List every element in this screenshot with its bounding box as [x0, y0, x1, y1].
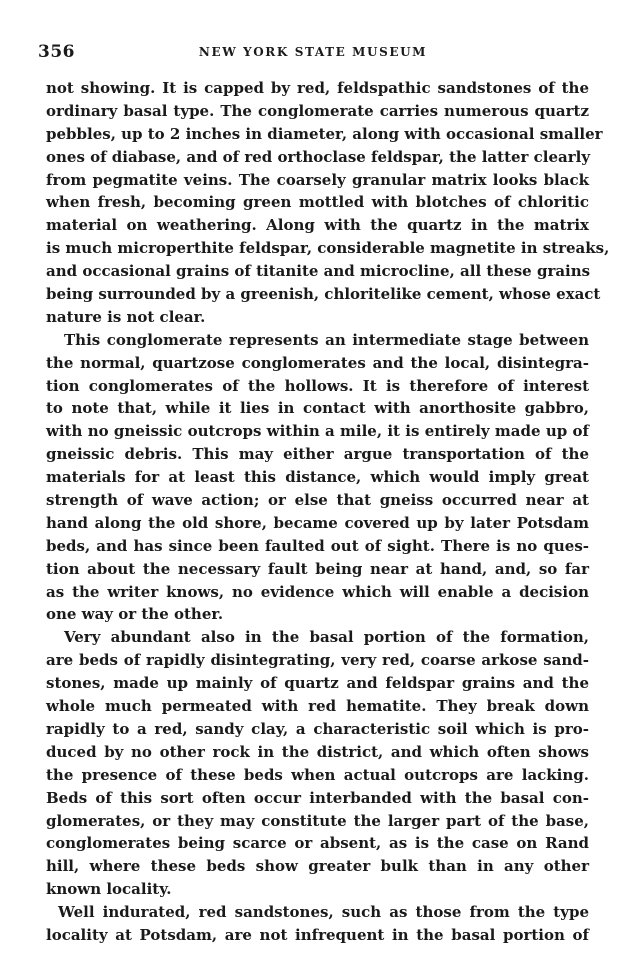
text-line: ones of diabase, and of red orthoclase feldspar, the latter clearly	[46, 147, 591, 166]
text-line: whole much permeated with red hematite. They break down	[46, 697, 589, 716]
text-line: from pegmatite veins. The coarsely granular matrix looks black	[46, 170, 589, 189]
text-line: ordinary basal type. The conglomerate carries numerous quartz	[46, 101, 589, 120]
text-line: locality at Potsdam, are not infrequent in the basal portion of	[46, 925, 589, 944]
text-line: hill, where these beds show greater bulk than in any other	[46, 857, 589, 876]
text-line: pebbles, up to 2 inches in diameter, along with occasional smaller	[46, 124, 603, 143]
text-line: materials for at least this distance, which would imply great	[46, 468, 589, 487]
text-line: strength of wave action; or else that gneiss occurred near at	[46, 491, 589, 510]
text-line: duced by no other rock in the district, and which often shows	[46, 742, 589, 761]
text-line: This conglomerate represents an intermediate stage between	[64, 330, 589, 349]
text-line: with no gneissic outcrops within a mile, it is entirely made up of	[46, 422, 589, 441]
text-line: the presence of these beds when actual outcrops are lacking.	[46, 765, 589, 784]
text-line: material on weathering. Along with the quartz in the matrix	[46, 216, 589, 235]
text-line: conglomerates being scarce or absent, as is the case on Rand	[46, 834, 589, 853]
text-line: are beds of rapidly disintegrating, very red, coarse arkose sand-	[46, 651, 589, 670]
text-line: hand along the old shore, became covered up by later Potsdam	[46, 513, 589, 532]
text-line: glomerates, or they may constitute the larger part of the base,	[46, 811, 589, 830]
paragraph	[46, 626, 589, 901]
document-body	[46, 77, 610, 947]
text-line: nature is not clear.	[46, 307, 206, 326]
running-head: NEW YORK STATE MUSEUM	[198, 45, 428, 59]
paragraph	[46, 329, 589, 627]
page-header	[38, 42, 588, 64]
text-line: rapidly to a red, sandy clay, a characteristic soil which is pro-	[46, 719, 589, 738]
text-line: tion about the necessary fault being near at hand, and, so far	[46, 559, 589, 578]
text-line: tion conglomerates of the hollows. It is therefore of interest	[46, 376, 589, 395]
text-line: and occasional grains of titanite and microcline, all these grains	[46, 262, 591, 281]
text-line: stones, made up mainly of quartz and feldspar grains and the	[46, 674, 589, 693]
page-number: 356	[38, 42, 75, 62]
text-line: beds, and has since been faulted out of sight. There is no ques-	[46, 536, 589, 555]
text-line: is much microperthite feldspar, considerable magnetite in streaks,	[46, 239, 610, 258]
text-line: Very abundant also in the basal portion of the formation,	[64, 628, 589, 647]
text-line: one way or the other.	[46, 605, 224, 624]
text-line: Well indurated, red sandstones, such as those from the type	[58, 903, 589, 922]
text-line: known locality.	[46, 880, 172, 899]
text-line: gneissic debris. This may either argue transportation of the	[46, 445, 589, 464]
text-line: the normal, quartzose conglomerates and the local, disintegra-	[46, 353, 589, 372]
text-line: when fresh, becoming green mottled with blotches of chloritic	[46, 193, 589, 212]
text-line: as the writer knows, no evidence which will enable a decision	[46, 582, 589, 601]
text-line: not showing. It is capped by red, feldspathic sandstones of the	[46, 79, 589, 97]
paragraph	[46, 77, 610, 329]
text-line: being surrounded by a greenish, chloritelike cement, whose exact	[46, 285, 601, 304]
text-line: to note that, while it lies in contact with anorthosite gabbro,	[46, 399, 589, 418]
text-line: Beds of this sort often occur interbanded with the basal con-	[46, 788, 589, 807]
paragraph	[46, 901, 589, 947]
